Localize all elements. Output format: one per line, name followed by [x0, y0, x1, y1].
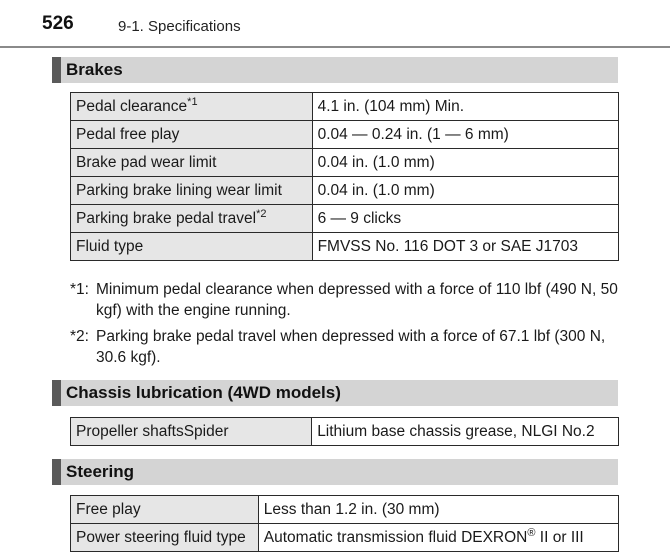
- table-row: [71, 524, 619, 552]
- section-heading-steering: [52, 459, 618, 485]
- chassis-table: [70, 417, 619, 446]
- spec-value: Lithium base chassis grease, NLGI No.2: [312, 418, 619, 446]
- section-title: Steering: [66, 462, 135, 481]
- page-header: [0, 0, 670, 48]
- chapter-title: 9-1. Specifications: [118, 18, 241, 35]
- spec-value: 0.04 in. (1.0 mm): [312, 149, 618, 177]
- footnote-text: Minimum pedal clearance when depressed with a force of 110 lbf (490 N, 50 kgf) with the engine running.: [96, 281, 618, 319]
- spec-value: 0.04 in. (1.0 mm): [312, 177, 618, 205]
- footnote-1: [70, 279, 630, 321]
- spec-label: Pedal free play: [71, 121, 313, 149]
- brakes-table: [70, 92, 619, 261]
- table-row: [71, 233, 619, 261]
- spec-label: Parking brake pedal travel$^{*2}$: [71, 205, 313, 233]
- section-title: Chassis lubrication (4WD models): [66, 383, 341, 402]
- table-row: [71, 496, 619, 524]
- table-row: [71, 418, 619, 446]
- spec-label: Power steering fluid type: [71, 524, 259, 552]
- spec-value: 0.04 — 0.24 in. (1 — 6 mm): [312, 121, 618, 149]
- table-row: [71, 149, 619, 177]
- footnote-ref: *2: [256, 207, 267, 220]
- footnote-2: [70, 326, 630, 368]
- spec-label: Brake pad wear limit: [71, 149, 313, 177]
- spec-value: Automatic transmission fluid DEXRON® II or III: [258, 524, 618, 552]
- footnote-text: Parking brake pedal travel when depressed with a force of 67.1 lbf (300 N, 30.6 kgf).: [96, 328, 606, 366]
- footnote-mark: *2:: [70, 328, 89, 345]
- spec-value: 6 — 9 clicks: [312, 205, 618, 233]
- footnote-ref: *1: [187, 95, 198, 108]
- spec-value: 4.1 in. (104 mm) Min.: [312, 93, 618, 121]
- table-row: [71, 93, 619, 121]
- registered-mark: ®: [527, 526, 536, 539]
- spec-value: Less than 1.2 in. (30 mm): [258, 496, 618, 524]
- table-row: [71, 121, 619, 149]
- section-heading-chassis-lubrication: [52, 380, 618, 406]
- spec-label: Propeller shaftsSpider: [71, 418, 312, 446]
- footnote-mark: *1:: [70, 281, 89, 298]
- spec-label: Parking brake lining wear limit: [71, 177, 313, 205]
- spec-value: FMVSS No. 116 DOT 3 or SAE J1703: [312, 233, 618, 261]
- spec-label: Free play: [71, 496, 259, 524]
- table-row: [71, 205, 619, 233]
- spec-label: Pedal clearance$^{*1}$: [71, 93, 313, 121]
- table-row: [71, 177, 619, 205]
- page-number: 526: [42, 13, 74, 34]
- section-heading-brakes: [52, 57, 618, 83]
- spec-label: Fluid type: [71, 233, 313, 261]
- steering-table: [70, 495, 619, 552]
- section-title: Brakes: [66, 60, 123, 79]
